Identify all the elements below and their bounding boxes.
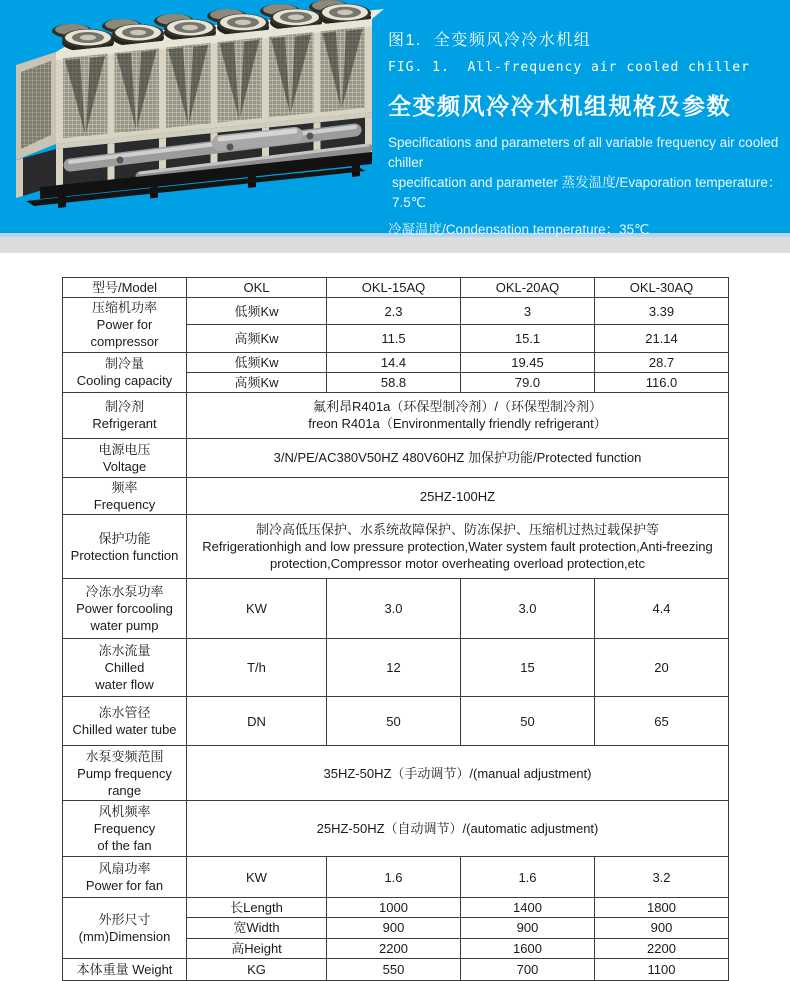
- row-label-weight: 本体重量 Weight: [63, 958, 187, 980]
- value-cell: 28.7: [595, 352, 729, 372]
- value-cell: 20: [595, 639, 729, 697]
- row-label-pump-power: [63, 579, 187, 639]
- label-zh: 电源电压: [98, 441, 151, 457]
- label-zh: 冻水流量: [98, 643, 151, 659]
- unit-cell: KW: [187, 857, 327, 898]
- value-cell: 1600: [461, 938, 595, 958]
- row-label-protection: [63, 515, 187, 579]
- value-cell: 1400: [461, 898, 595, 918]
- page-title: 全变频风冷冷水机组规格及参数: [388, 93, 731, 119]
- subtitle-line1: Specifications and parameters of all variable frequency air cooled chiller: [388, 135, 779, 170]
- label-zh: 外形尺寸: [98, 911, 151, 927]
- label-zh: 保护功能: [98, 530, 151, 546]
- subtitle-line2: specification and parameter 蒸发温度/Evaporation temperature：7.5℃: [392, 175, 782, 210]
- value-cell: 50: [327, 697, 461, 746]
- unit-cell: KG: [187, 958, 327, 980]
- value-cell: 3: [461, 298, 595, 325]
- protection-line-en: Refrigerationhigh and low pressure protection,Water system fault protection,Anti-freezing protection,Compressor motor overheating overload protection,etc: [202, 539, 713, 572]
- value-cell: 15.1: [461, 325, 595, 352]
- value-cell-fan-frequency: 25HZ-50HZ（自动调节）/(automatic adjustment): [187, 801, 729, 857]
- label-en: Pump frequency: [77, 765, 172, 781]
- spec-table: [62, 277, 729, 981]
- row-label-refrigerant: [63, 392, 187, 438]
- value-cell: 3.39: [595, 298, 729, 325]
- table-row-cooling-low: [63, 352, 729, 372]
- row-label-compressor-power: [63, 298, 187, 352]
- label-zh: 冻水管径: [98, 705, 151, 721]
- row-label-water-flow: [63, 639, 187, 697]
- value-cell: 15: [461, 639, 595, 697]
- value-cell: 1100: [595, 958, 729, 980]
- label-en: water pump: [90, 618, 159, 634]
- label-en: water flow: [95, 677, 154, 693]
- refrigerant-line-en: freon R401a（Environmentally friendly refrigerant）: [308, 416, 607, 432]
- table-row-header: [63, 278, 729, 298]
- value-cell: 12: [327, 639, 461, 697]
- unit-cell: 低频Kw: [187, 298, 327, 325]
- value-cell: 116.0: [595, 372, 729, 392]
- table-row-protection: [63, 515, 729, 579]
- table-row-water-tube: [63, 697, 729, 746]
- value-cell: 11.5: [327, 325, 461, 352]
- unit-cell: DN: [187, 697, 327, 746]
- value-cell: 58.8: [327, 372, 461, 392]
- value-cell: 700: [461, 958, 595, 980]
- value-cell-refrigerant: [187, 392, 729, 438]
- table-row-compressor-low: [63, 298, 729, 325]
- subtitle-line3: 冷凝温度/Condensation temperature：35℃: [388, 222, 650, 237]
- value-cell: 21.14: [595, 325, 729, 352]
- value-cell: 50: [461, 697, 595, 746]
- hero-text-block: [388, 27, 786, 240]
- label-zh: 压缩机功率: [91, 300, 157, 316]
- table-row-pump-power: [63, 579, 729, 639]
- header-okl: OKL: [187, 278, 327, 298]
- label-en: (mm)Dimension: [78, 928, 171, 944]
- table-row-refrigerant: [63, 392, 729, 438]
- value-cell: 1800: [595, 898, 729, 918]
- row-label-dimension: [63, 898, 187, 958]
- label-zh: 水泵变频范围: [85, 748, 164, 764]
- unit-cell: 低频Kw: [187, 352, 327, 372]
- value-cell: 65: [595, 697, 729, 746]
- chiller-product-photo: [0, 0, 395, 233]
- value-cell: 3.0: [327, 579, 461, 639]
- value-cell-protection: [187, 515, 729, 579]
- value-cell: 1.6: [461, 857, 595, 898]
- figure-caption-en: FIG. 1. All-frequency air cooled chiller: [388, 60, 750, 75]
- label-zh: 频率: [111, 479, 138, 495]
- hero-banner: [0, 0, 790, 237]
- table-row-frequency: [63, 477, 729, 514]
- row-label-pump-range: [63, 746, 187, 801]
- value-cell-pump-range: 35HZ-50HZ（手动调节）/(manual adjustment): [187, 746, 729, 801]
- table-row-pump-range: [63, 746, 729, 801]
- row-label-fan-frequency: [63, 801, 187, 857]
- label-en: range: [107, 782, 142, 798]
- table-row-fan-frequency: [63, 801, 729, 857]
- label-zh: 制冷量: [104, 356, 144, 372]
- value-cell: 900: [327, 918, 461, 938]
- label-zh: 制冷剂: [104, 399, 144, 415]
- unit-cell: T/h: [187, 639, 327, 697]
- label-en: Frequency: [93, 821, 156, 837]
- table-row-weight: [63, 958, 729, 980]
- label-en: Power forcooling: [76, 601, 173, 617]
- value-cell: 3.0: [461, 579, 595, 639]
- table-row-water-flow: [63, 639, 729, 697]
- row-label-voltage: [63, 438, 187, 477]
- value-cell: 900: [461, 918, 595, 938]
- header-okl-30aq: OKL-30AQ: [595, 278, 729, 298]
- label-en: Refrigerant: [92, 416, 157, 432]
- unit-cell: 长Length: [187, 898, 327, 918]
- label-en: Power for compressor: [90, 317, 159, 350]
- row-label-fan-power: [63, 857, 187, 898]
- label-en: Power for fan: [85, 878, 164, 894]
- label-zh: 风机频率: [98, 804, 151, 820]
- row-label-cooling-capacity: [63, 352, 187, 392]
- unit-cell: 高频Kw: [187, 325, 327, 352]
- table-row-voltage: [63, 438, 729, 477]
- value-cell: 900: [595, 918, 729, 938]
- value-cell: 550: [327, 958, 461, 980]
- unit-cell: 高Height: [187, 938, 327, 958]
- value-cell: 2200: [327, 938, 461, 958]
- header-model: 型号/Model: [63, 278, 187, 298]
- header-okl-15aq: OKL-15AQ: [327, 278, 461, 298]
- label-en: Voltage: [102, 458, 147, 474]
- header-okl-20aq: OKL-20AQ: [461, 278, 595, 298]
- unit-cell: KW: [187, 579, 327, 639]
- value-cell: 19.45: [461, 352, 595, 372]
- refrigerant-line-zh: 氟利昂R401a（环保型制冷剂）/（环保型制冷剂）: [313, 399, 602, 415]
- table-row-fan-power: [63, 857, 729, 898]
- label-en: of the fan: [97, 838, 152, 854]
- figure-caption-zh: 图1. 全变频风冷冷水机组: [388, 32, 592, 49]
- value-cell: 1000: [327, 898, 461, 918]
- label-zh: 风扇功率: [98, 861, 151, 877]
- label-en: Frequency: [93, 497, 156, 513]
- value-cell: 1.6: [327, 857, 461, 898]
- value-cell: 79.0: [461, 372, 595, 392]
- unit-cell: 宽Width: [187, 918, 327, 938]
- label-en: Chilled: [104, 660, 145, 676]
- value-cell: 2200: [595, 938, 729, 958]
- value-cell: 14.4: [327, 352, 461, 372]
- value-cell: 2.3: [327, 298, 461, 325]
- protection-line-zh: 制冷高低压保护、水系统故障保护、防冻保护、压缩机过热过载保护等: [255, 522, 659, 538]
- value-cell: 3.2: [595, 857, 729, 898]
- unit-cell: 高频Kw: [187, 372, 327, 392]
- value-cell-frequency: 25HZ-100HZ: [187, 477, 729, 514]
- label-zh: 冷冻水泵功率: [85, 584, 164, 600]
- row-label-water-tube: [63, 697, 187, 746]
- label-en: Cooling capacity: [76, 373, 173, 389]
- label-en: Protection function: [70, 547, 179, 563]
- label-en: Chilled water tube: [72, 722, 177, 738]
- table-row-dimension-length: [63, 898, 729, 918]
- value-cell: 4.4: [595, 579, 729, 639]
- row-label-frequency: [63, 477, 187, 514]
- value-cell-voltage: 3/N/PE/AC380V50HZ 480V60HZ 加保护功能/Protected function: [187, 438, 729, 477]
